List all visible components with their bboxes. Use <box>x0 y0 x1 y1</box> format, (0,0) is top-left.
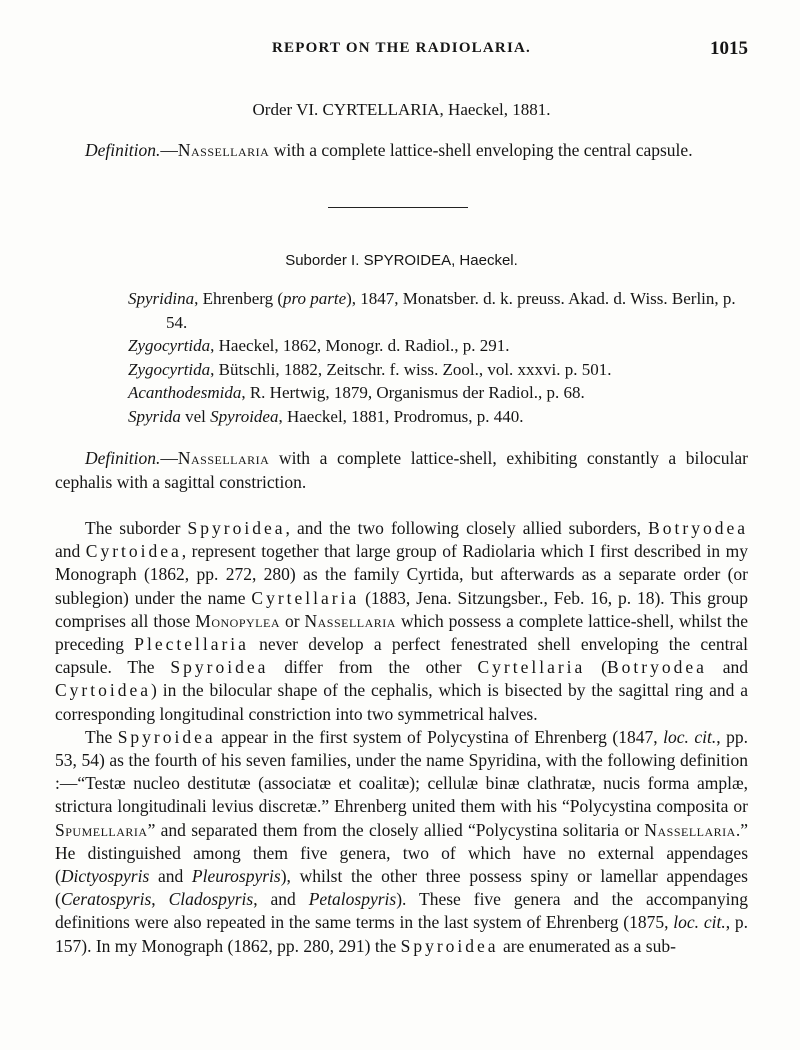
order-definition: Definition.—Nassellaria with a complete lattice-shell enveloping the central capsule. <box>85 140 693 160</box>
synonym-entry: Zygocyrtida, Bütschli, 1882, Zeitschr. f. wiss. Zool., vol. xxxvi. p. 501. <box>128 359 612 379</box>
synonym-entry: Spyridina, Ehrenberg (pro parte), 1847, Monatsber. d. k. preuss. Akad. d. Wiss. Berlin, p. 54. <box>128 289 736 332</box>
running-title: REPORT ON THE RADIOLARIA. <box>272 40 531 56</box>
synonym-entry: Spyrida vel Spyroidea, Haeckel, 1881, Prodromus, p. 440. <box>128 406 524 426</box>
page-number: 1015 <box>710 38 748 59</box>
synonymy-list <box>128 287 748 428</box>
term-nassellaria: Nassellaria <box>177 448 270 468</box>
page-header <box>55 40 748 66</box>
suborder-definition: Definition.—Nassellaria with a complete lattice-shell, exhibiting constantly a bilocular cephalis with a sagittal constriction. <box>55 448 748 492</box>
body-text <box>55 517 748 958</box>
paragraph: The suborder Spyroidea, and the two following closely allied suborders, Botryodea and Cyrtoidea, represent together that large group of Radiolaria which I first described in my Monograph (1862, pp. 272, 280) as the family Cyrtida, but afterwards as a separate order (or sublegion) under the name Cyrtellaria (1883, Jena. Sitzungsber., Feb. 16, p. 18). This group comprises all those Monopylea or Nassellaria which possess a complete lattice-shell, whilst the preceding Plectellaria never develop a perfect fenestrated shell enveloping the central capsule. The Spyroidea differ from the other Cyrtellaria (Botryodea and Cyrtoidea) in the bilocular shape of the cephalis, which is bisected by the sagittal ring and a corresponding longitudinal constriction into two symmetrical halves. <box>55 518 749 724</box>
synonym-entry: Zygocyrtida, Haeckel, 1862, Monogr. d. Radiol., p. 291. <box>128 336 510 355</box>
term-nassellaria: Nassellaria <box>177 140 270 160</box>
synonym-entry: Acanthodesmida, R. Hertwig, 1879, Organismus der Radiol., p. 68. <box>128 383 585 402</box>
order-title: Order VI. CYRTELLARIA, Haeckel, 1881. <box>252 100 551 119</box>
section-divider <box>328 207 468 208</box>
definition-label: Definition. <box>85 448 161 468</box>
paragraph: The Spyroidea appear in the first system of Polycystina of Ehrenberg (1847, loc. cit., pp. 53, 54) as the fourth of his seven families, under the name Spyridina, with the following definition :—“Testæ nucleo destitutæ (associatæ et coalitæ); cellulæ binæ clathratæ, nucis forma amplæ, strictura longitudinali levius discretæ.” Ehrenberg united them with his “Polycystina composita or Spumellaria” and separated them from the closely allied “Polycystina solitaria or Nassellaria.” He distinguished among them five genera, two of which have no external appendages (Dictyospyris and Pleurospyris), whilst the other three possess spiny or lamellar appendages (Ceratospyris, Cladospyris, and Petalospyris). These five genera and the accompanying definitions were also repeated in the same terms in the last system of Ehrenberg (1875, loc. cit., p. 157). In my Monograph (1862, pp. 280, 291) the Spyroidea are enumerated as a sub- <box>55 726 748 956</box>
definition-label: Definition. <box>85 140 161 160</box>
suborder-title: Suborder I. SPYROIDEA, Haeckel. <box>285 252 518 269</box>
